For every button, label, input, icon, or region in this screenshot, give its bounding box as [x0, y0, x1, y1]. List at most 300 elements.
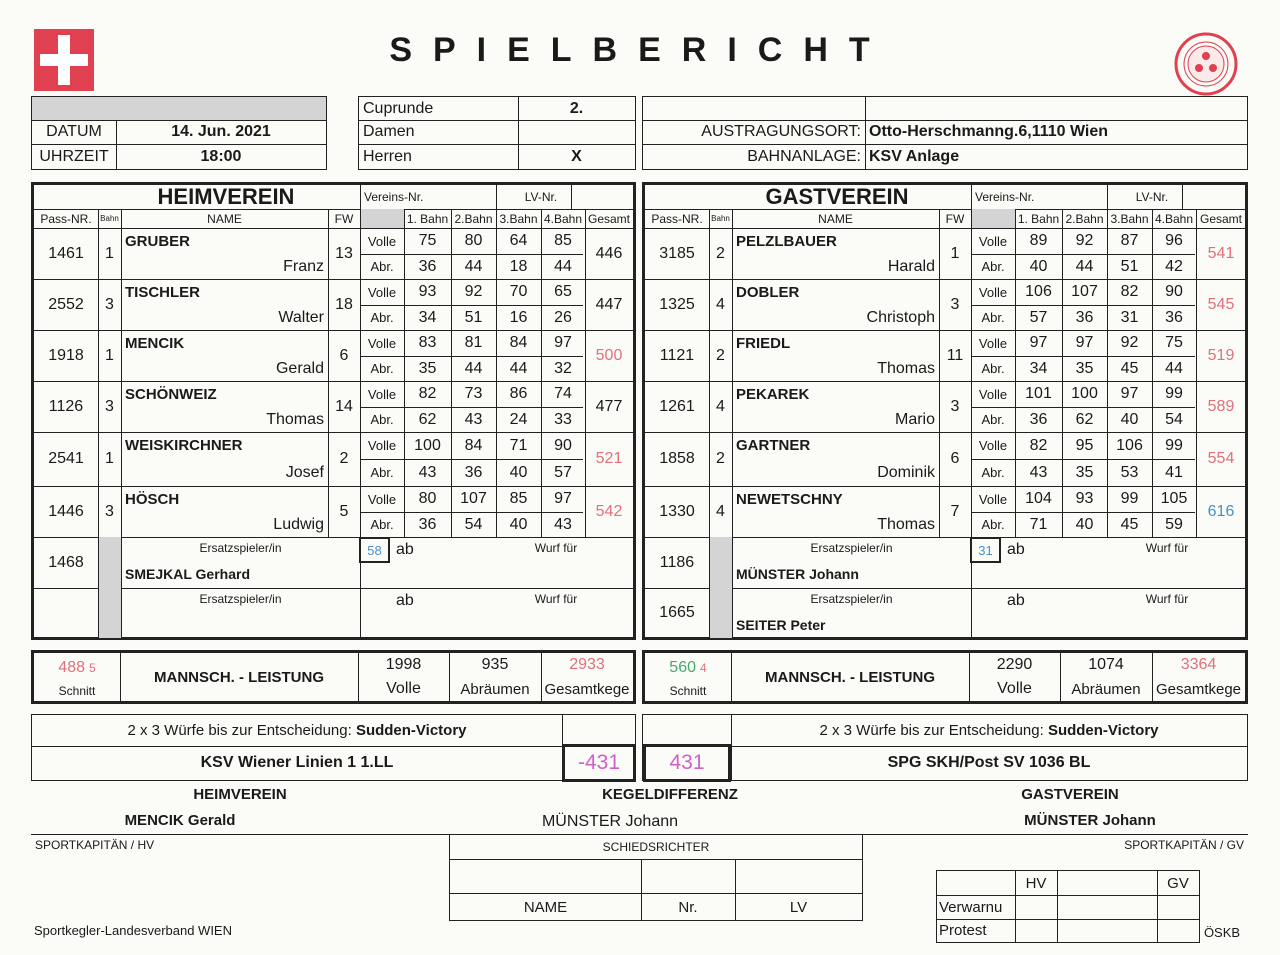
schnitt-label: Schnitt — [58, 684, 96, 698]
uhrzeit-value: 18:00 — [200, 147, 242, 165]
abr-score: 54 — [1165, 410, 1183, 428]
pass-nr: 2552 — [48, 295, 84, 313]
volle-score: 107 — [460, 490, 487, 507]
schnitt-value: 488 — [58, 659, 85, 676]
player-total: 519 — [1207, 346, 1235, 364]
player-last-name: PEKAREK — [736, 385, 810, 403]
header-b1: 1. Bahn — [406, 211, 449, 226]
header-b4: 4.Bahn — [1154, 211, 1194, 226]
volle-score: 97 — [1120, 385, 1139, 402]
volle-score: 83 — [418, 334, 437, 351]
sub-pass-nr: 1665 — [659, 604, 695, 621]
volle-score: 105 — [1160, 490, 1188, 507]
pass-nr: 1461 — [48, 244, 84, 262]
sub-name — [121, 614, 360, 636]
volle-score: 65 — [554, 283, 572, 300]
volle-score: 97 — [1075, 334, 1094, 351]
bahn-label: BAHNANLAGE: — [747, 147, 861, 165]
volle-score: 80 — [464, 232, 483, 249]
volle-score: 101 — [1025, 385, 1052, 402]
player-total: 447 — [595, 295, 623, 313]
volle-score: 97 — [554, 490, 572, 507]
oeskb-seal-logo — [1174, 32, 1238, 96]
volle-score: 92 — [1075, 232, 1094, 249]
pass-nr: 1330 — [659, 502, 695, 520]
ersatz-label: Ersatzspieler/in — [810, 541, 893, 555]
guest-team-name: SPG SKH/Post SV 1036 BL — [887, 754, 1091, 771]
fw-value: 6 — [339, 346, 349, 364]
volle-score: 90 — [554, 436, 572, 454]
abr-score: 57 — [1029, 308, 1048, 326]
ab-label: ab — [396, 541, 414, 558]
abr-label: Abr. — [370, 465, 394, 480]
player-first-name: Thomas — [877, 515, 935, 533]
abr-score: 43 — [554, 515, 572, 533]
ersatz-label: Ersatzspieler/in — [810, 592, 893, 606]
player-last-name: MENCIK — [125, 334, 185, 352]
bahn-nr: 4 — [716, 295, 725, 313]
schnitt-value: 560 — [669, 659, 696, 676]
perf-volle-label: Volle — [386, 680, 421, 697]
player-last-name: GARTNER — [736, 437, 811, 454]
fw-value: 5 — [339, 502, 349, 520]
abr-label: Abr. — [981, 259, 1005, 274]
header-b4: 4.Bahn — [543, 211, 583, 226]
volle-score: 71 — [509, 436, 528, 454]
abr-score: 51 — [1120, 257, 1139, 275]
sub-name: SMEJKAL Gerhard — [125, 566, 250, 582]
player-first-name: Franz — [283, 257, 324, 275]
vereins-nr-label: Vereins-Nr. — [975, 190, 1035, 204]
abr-score: 62 — [1075, 410, 1094, 428]
footer-gast-label: GASTVEREIN — [1021, 785, 1119, 803]
abr-score: 32 — [554, 359, 572, 377]
date-box — [31, 96, 327, 170]
perf-volle-label: Volle — [997, 680, 1032, 697]
volle-score: 97 — [554, 334, 572, 351]
wurf-label: Wurf für — [1145, 592, 1189, 606]
sub-fw: 31 — [970, 537, 1001, 563]
header-b2: 2.Bahn — [454, 211, 493, 226]
guest-team-performance — [642, 650, 1248, 704]
home-schnitt — [34, 655, 120, 681]
guest-team-table — [642, 182, 1248, 640]
bahn-nr: 2 — [716, 450, 725, 467]
player-first-name: Josef — [285, 463, 324, 481]
pass-nr: 1325 — [659, 295, 695, 313]
player-first-name: Christoph — [866, 308, 935, 326]
page-title: SPIELBERICHT — [389, 30, 891, 69]
volle-score: 107 — [1071, 283, 1098, 300]
perf-volle: 1998 — [385, 656, 422, 673]
volle-label: Volle — [367, 284, 397, 300]
player-last-name: FRIEDL — [736, 334, 791, 352]
abr-score: 36 — [464, 463, 483, 481]
header-b2: 2.Bahn — [1065, 211, 1104, 226]
wurf-label: Wurf für — [534, 592, 578, 606]
home-diff: -431 — [562, 744, 636, 782]
volle-score: 99 — [1165, 436, 1183, 454]
fw-value: 3 — [950, 295, 960, 313]
sub-pass-nr: 1468 — [48, 553, 84, 571]
player-last-name: NEWETSCHNY — [736, 490, 843, 508]
abr-score: 44 — [554, 257, 572, 275]
pass-nr: 2541 — [48, 450, 84, 467]
ab-label: ab — [1007, 592, 1025, 609]
abr-score: 45 — [1120, 515, 1139, 533]
home-sudden-value: Sudden-Victory — [355, 722, 467, 739]
nr-label: Nr. — [678, 899, 698, 916]
volle-label: Volle — [367, 335, 397, 351]
abr-score: 31 — [1120, 308, 1139, 326]
sub-gray — [98, 588, 121, 638]
ort-label: AUSTRAGUNGSORT: — [701, 123, 861, 140]
volle-label: Volle — [367, 491, 397, 507]
bahn-nr: 2 — [716, 244, 725, 262]
ab-label: ab — [396, 592, 414, 609]
player-total: 542 — [595, 502, 623, 520]
sub-fw — [359, 588, 390, 614]
abr-score: 44 — [509, 359, 528, 377]
sub-gray — [709, 537, 732, 588]
volle-score: 70 — [509, 283, 528, 300]
perf-volle: 2290 — [996, 656, 1033, 673]
player-total: 446 — [595, 244, 623, 262]
abr-score: 36 — [1165, 308, 1183, 326]
lv-label: LV — [789, 899, 808, 916]
volle-score: 75 — [418, 232, 437, 249]
home-team-table — [31, 182, 636, 640]
hv-label: HV — [1025, 874, 1047, 892]
volle-score: 99 — [1120, 490, 1139, 507]
abr-score: 44 — [1165, 359, 1183, 377]
perf-gesamt: 2933 — [569, 656, 605, 673]
schnitt-count: 4 — [700, 661, 707, 675]
schnitt-count: 5 — [89, 661, 96, 675]
header-gray — [971, 209, 1015, 228]
perf-gesamt-label: Gesamtkege — [544, 680, 630, 698]
abr-score: 24 — [509, 410, 528, 428]
lv-nr-label: LV-Nr. — [1135, 190, 1169, 204]
abr-score: 44 — [1075, 257, 1094, 275]
sub-name: MÜNSTER Johann — [736, 566, 859, 582]
abr-score: 43 — [1029, 463, 1048, 481]
pass-nr: 1446 — [48, 502, 84, 520]
volle-score: 106 — [1025, 283, 1052, 300]
abr-score: 41 — [1165, 463, 1183, 481]
header-name: NAME — [207, 211, 242, 226]
volle-label: Volle — [978, 335, 1008, 351]
bahn-value: KSV Anlage — [869, 147, 960, 165]
player-total: 554 — [1207, 450, 1235, 467]
volle-score: 75 — [1165, 334, 1183, 351]
player-last-name: TISCHLER — [125, 283, 200, 301]
herren-value: X — [571, 147, 582, 165]
abr-score: 40 — [509, 515, 528, 533]
header-gesamt: Gesamt — [1199, 211, 1242, 226]
volle-score: 73 — [464, 385, 483, 402]
abr-score: 54 — [464, 515, 483, 533]
guest-diff: 431 — [643, 744, 731, 782]
guest-title: GASTVEREIN — [765, 184, 909, 209]
damen-label: Damen — [363, 123, 415, 140]
volle-score: 86 — [509, 385, 528, 402]
bahn-nr: 3 — [105, 397, 114, 415]
cup-box — [358, 96, 636, 170]
wurf-label: Wurf für — [534, 541, 578, 555]
abr-label: Abr. — [370, 517, 394, 532]
volle-score: 87 — [1120, 232, 1139, 249]
header-gray — [360, 209, 404, 228]
wurf-label: Wurf für — [1145, 541, 1189, 555]
fw-value: 11 — [946, 346, 964, 364]
header-fw: FW — [945, 211, 965, 226]
abr-score: 40 — [1075, 515, 1094, 533]
abr-score: 53 — [1120, 463, 1139, 481]
abr-score: 44 — [464, 257, 483, 275]
volle-label: Volle — [367, 386, 397, 402]
header-gesamt: Gesamt — [587, 211, 630, 226]
abr-score: 42 — [1165, 257, 1183, 275]
oeskb-label: ÖSKB — [1203, 924, 1241, 940]
perf-gesamt: 3364 — [1180, 656, 1217, 673]
player-first-name: Ludwig — [273, 515, 324, 533]
volle-score: 74 — [554, 385, 572, 402]
header-fw: FW — [334, 211, 354, 226]
volle-score: 93 — [1075, 490, 1094, 507]
abr-score: 26 — [554, 308, 572, 326]
protest-label: Protest — [939, 922, 987, 939]
abr-score: 35 — [1075, 463, 1094, 481]
volle-score: 64 — [509, 232, 528, 249]
fw-value: 18 — [335, 295, 353, 313]
footer-kegel-label: KEGELDIFFERENZ — [602, 785, 738, 803]
pass-nr: 1918 — [48, 346, 84, 364]
abr-score: 18 — [509, 257, 528, 275]
bahn-nr: 4 — [716, 502, 725, 520]
abr-score: 36 — [418, 257, 437, 275]
fw-value: 2 — [339, 450, 349, 467]
datum-label: DATUM — [46, 123, 102, 140]
abr-score: 43 — [418, 463, 437, 481]
player-last-name: WEISKIRCHNER — [125, 437, 243, 454]
leistung-label: MANNSCH. - LEISTUNG — [154, 668, 324, 686]
fw-value: 13 — [335, 244, 353, 262]
header-pass: Pass-NR. — [40, 211, 92, 226]
perf-abr-label: Abräumen — [1071, 680, 1141, 698]
volle-score: 84 — [464, 436, 483, 454]
vereins-nr-label: Vereins-Nr. — [364, 190, 424, 204]
home-result-box — [31, 714, 636, 781]
volle-label: Volle — [367, 438, 397, 453]
header-b1: 1. Bahn — [1017, 211, 1060, 226]
header-b3: 3.Bahn — [1110, 211, 1149, 226]
pass-nr: 3185 — [659, 244, 695, 262]
volle-score: 82 — [1120, 283, 1139, 300]
sub-gray — [98, 537, 121, 588]
uhrzeit-label: UHRZEIT — [39, 147, 109, 165]
abr-score: 51 — [464, 308, 483, 326]
home-team-name: KSV Wiener Linien 1 1.LL — [200, 754, 394, 771]
lv-nr-label: LV-Nr. — [524, 190, 558, 204]
venue-box — [642, 96, 1248, 170]
abr-score: 33 — [554, 410, 572, 428]
abr-label: Abr. — [981, 361, 1005, 376]
schnitt-label: Schnitt — [669, 684, 707, 698]
fw-value: 6 — [950, 450, 960, 467]
damen-value — [518, 120, 635, 144]
home-team-performance — [31, 650, 636, 704]
header-pass: Pass-NR. — [651, 211, 703, 226]
guest-captain-name: MÜNSTER Johann — [1024, 811, 1156, 829]
referee-box — [449, 834, 863, 921]
player-first-name: Mario — [894, 410, 935, 428]
abr-score: 36 — [1075, 308, 1094, 326]
verband-label: Sportkegler-Landesverband WIEN — [34, 922, 232, 938]
volle-label: Volle — [978, 491, 1008, 507]
volle-score: 100 — [1071, 385, 1098, 402]
volle-score: 92 — [1120, 334, 1139, 351]
protest-box — [936, 870, 1200, 943]
herren-label: Herren — [363, 147, 412, 165]
abr-score: 57 — [554, 463, 572, 481]
header-bahn: Bahn — [711, 214, 730, 223]
abr-label: Abr. — [981, 465, 1005, 480]
player-total: 541 — [1207, 244, 1235, 262]
player-total: 545 — [1207, 295, 1235, 313]
volle-score: 82 — [1029, 436, 1048, 454]
ersatz-label: Ersatzspieler/in — [199, 592, 282, 606]
player-total: 477 — [595, 397, 623, 415]
perf-abr-label: Abräumen — [460, 680, 530, 698]
abr-score: 40 — [1120, 410, 1139, 428]
bahn-nr: 3 — [105, 295, 114, 313]
fw-value: 3 — [950, 397, 960, 415]
player-first-name: Thomas — [266, 410, 324, 428]
player-first-name: Walter — [278, 308, 324, 326]
vienna-flag-icon — [34, 29, 94, 91]
volle-label: Volle — [978, 386, 1008, 402]
player-first-name: Harald — [887, 257, 935, 275]
volle-score: 85 — [554, 232, 572, 249]
abr-score: 34 — [1029, 359, 1048, 377]
abr-label: Abr. — [370, 310, 394, 325]
player-last-name: PELZLBAUER — [736, 232, 837, 250]
volle-score: 99 — [1165, 385, 1183, 402]
sub-pass-nr — [34, 588, 98, 638]
volle-score: 82 — [418, 385, 437, 402]
player-total: 500 — [595, 346, 623, 364]
abr-score: 16 — [509, 308, 528, 326]
pass-nr: 1126 — [48, 397, 84, 415]
bahn-nr: 3 — [105, 502, 114, 520]
referee-name: MÜNSTER Johann — [541, 813, 679, 830]
sub-name: SEITER Peter — [736, 617, 826, 633]
sub-fw: 58 — [359, 537, 390, 563]
bahn-nr: 2 — [716, 346, 725, 364]
ort-value: Otto-Herschmanng.6,1110 Wien — [869, 123, 1109, 140]
player-first-name: Gerald — [275, 359, 324, 377]
cuprunde-value: 2. — [569, 99, 584, 117]
volle-score: 80 — [418, 490, 437, 507]
volle-label: Volle — [978, 233, 1008, 249]
perf-abr: 935 — [481, 656, 509, 673]
volle-label: Volle — [978, 284, 1008, 300]
abr-score: 34 — [418, 308, 437, 326]
player-last-name: DOBLER — [736, 283, 800, 301]
header-b3: 3.Bahn — [499, 211, 538, 226]
schiri-label: SCHIEDSRICHTER — [602, 840, 710, 854]
abr-score: 43 — [464, 410, 483, 428]
pass-nr: 1121 — [659, 346, 695, 364]
guest-sudden-value: Sudden-Victory — [1047, 722, 1159, 739]
name-label: NAME — [523, 899, 568, 916]
perf-abr: 1074 — [1088, 656, 1124, 673]
volle-score: 93 — [418, 283, 437, 300]
sub-fw — [970, 588, 1001, 614]
player-first-name: Dominik — [877, 463, 935, 481]
abr-score: 59 — [1165, 515, 1183, 533]
bahn-nr: 4 — [716, 397, 725, 415]
cuprunde-label: Cuprunde — [363, 99, 434, 117]
header-name: NAME — [818, 211, 853, 226]
abr-score: 40 — [509, 463, 528, 481]
volle-score: 89 — [1029, 232, 1048, 249]
guest-sudden-label: 2 x 3 Würfe bis zur Entscheidung: — [819, 722, 1044, 739]
sk-hv-label: SPORTKAPITÄN / HV — [35, 838, 155, 852]
player-total: 521 — [595, 450, 623, 467]
player-last-name: SCHÖNWEIZ — [125, 385, 217, 403]
abr-score: 45 — [1120, 359, 1139, 377]
perf-gesamt-label: Gesamtkege — [1155, 680, 1242, 698]
fw-value: 7 — [950, 502, 960, 520]
footer-heim-label: HEIMVEREIN — [193, 785, 287, 803]
volle-score: 100 — [414, 436, 441, 454]
bahn-nr: 1 — [105, 450, 114, 467]
abr-label: Abr. — [370, 361, 394, 376]
volle-score: 95 — [1075, 436, 1094, 454]
volle-label: Volle — [367, 233, 397, 249]
player-first-name: Thomas — [877, 359, 935, 377]
abr-label: Abr. — [370, 412, 394, 427]
home-captain-name: MENCIK Gerald — [124, 811, 236, 829]
sub-gray — [709, 588, 732, 638]
volle-score: 96 — [1165, 232, 1183, 249]
player-total: 616 — [1207, 502, 1235, 520]
abr-label: Abr. — [981, 412, 1005, 427]
guest-result-box — [642, 714, 1248, 781]
player-total: 589 — [1207, 397, 1235, 415]
volle-score: 104 — [1025, 490, 1052, 507]
abr-score: 40 — [1029, 257, 1048, 275]
home-title: HEIMVEREIN — [157, 184, 295, 209]
volle-label: Volle — [978, 438, 1008, 453]
bahn-nr: 1 — [105, 346, 114, 364]
volle-score: 81 — [464, 334, 483, 351]
ab-label: ab — [1007, 541, 1025, 558]
volle-score: 92 — [464, 283, 483, 300]
home-sudden-label: 2 x 3 Würfe bis zur Entscheidung: — [127, 722, 352, 739]
ersatz-label: Ersatzspieler/in — [199, 541, 282, 555]
player-last-name: HÖSCH — [125, 490, 180, 508]
bahn-nr: 1 — [105, 244, 114, 262]
volle-score: 84 — [509, 334, 528, 351]
abr-score: 36 — [418, 515, 437, 533]
pass-nr: 1858 — [659, 450, 695, 467]
fw-value: 14 — [335, 397, 353, 415]
datum-value: 14. Jun. 2021 — [171, 123, 271, 140]
abr-label: Abr. — [981, 517, 1005, 532]
